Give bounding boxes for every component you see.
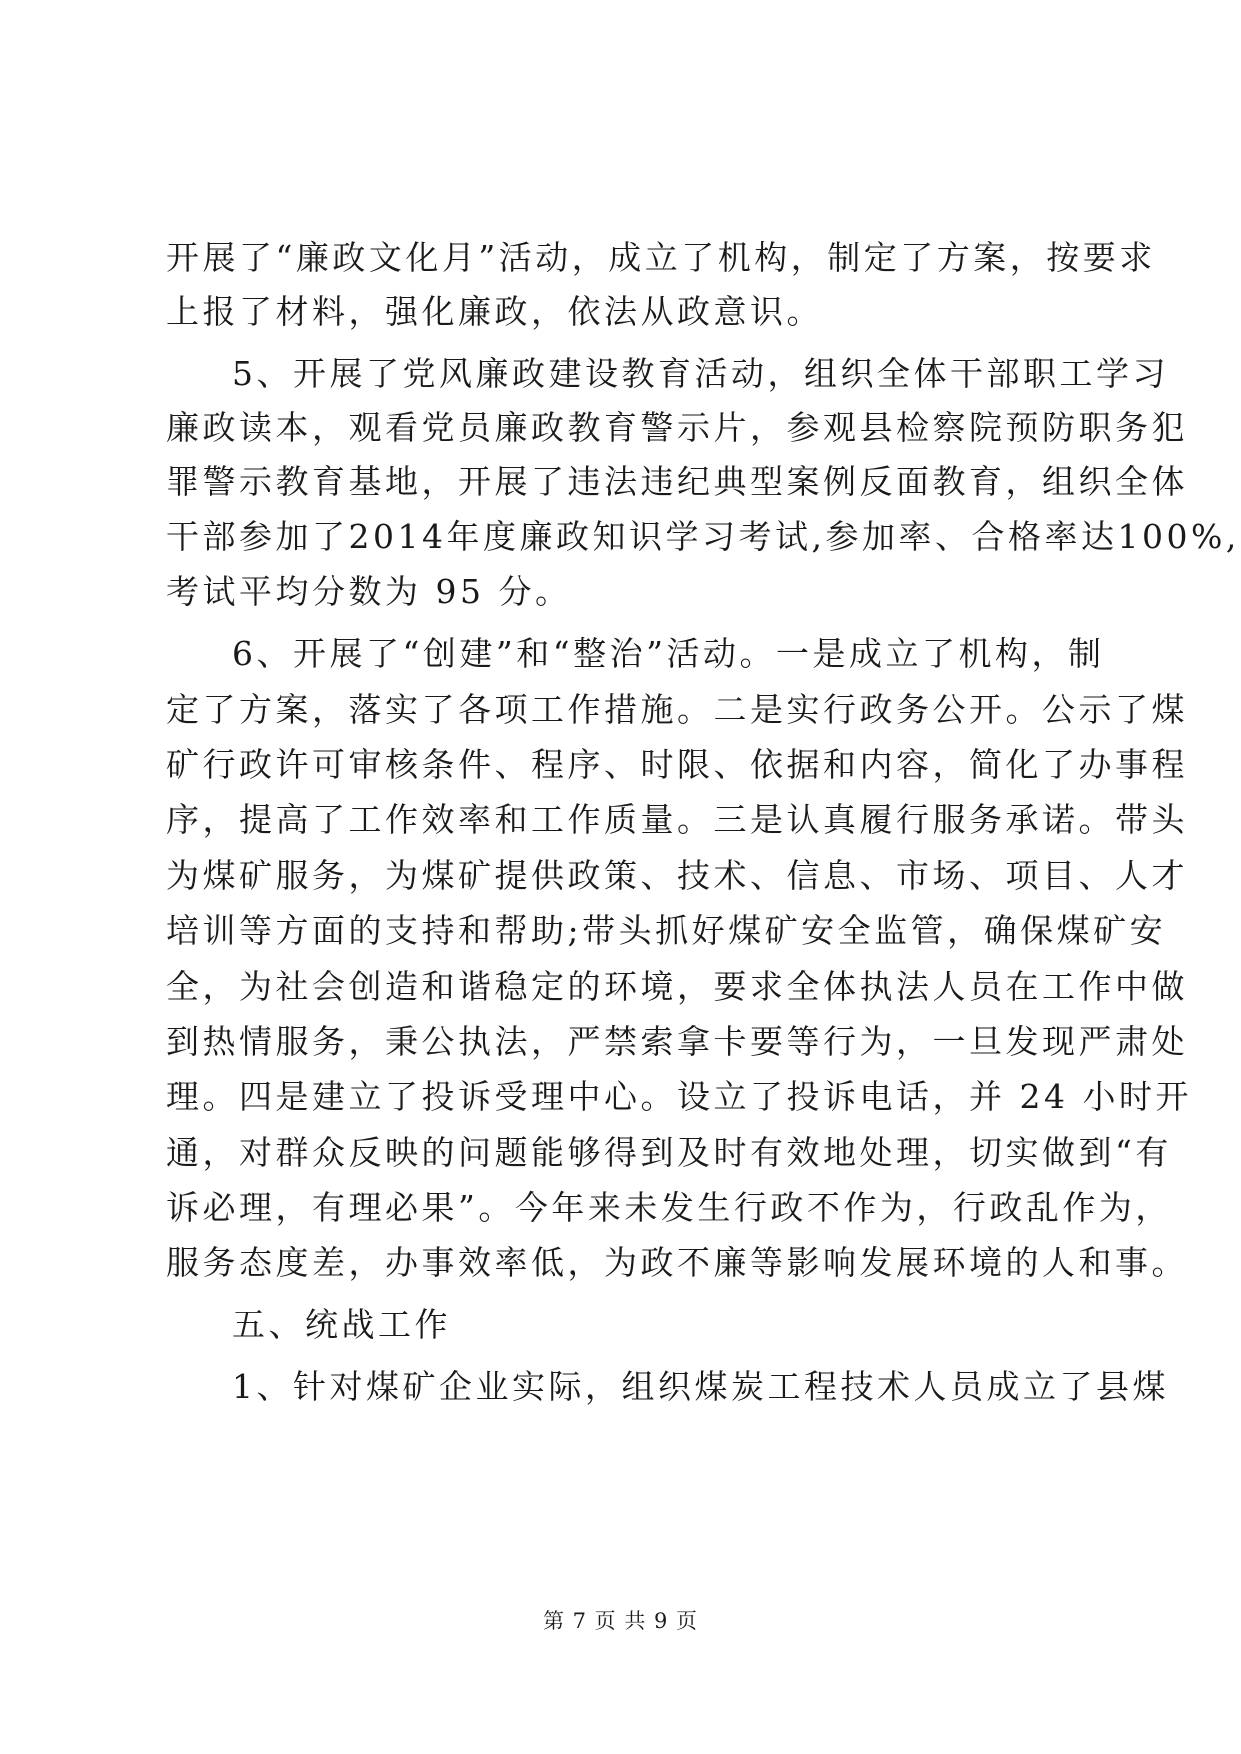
text-line: 为煤矿服务，为煤矿提供政策、技术、信息、市场、项目、人才	[166, 856, 1188, 895]
text-line: 6、开展了“创建”和“整治”活动。一是成立了机构，制	[232, 634, 1105, 673]
text-line: 定了方案，落实了各项工作措施。二是实行政务公开。公示了煤	[166, 690, 1188, 729]
text-line: 罪警示教育基地，开展了违法违纪典型案例反面教育，组织全体	[166, 462, 1188, 501]
text-line: 通，对群众反映的问题能够得到及时有效地处理，切实做到“有	[166, 1133, 1172, 1172]
text-line: 上报了材料，强化廉政，依法从政意识。	[166, 292, 823, 331]
text-line: 序，提高了工作效率和工作质量。三是认真履行服务承诺。带头	[166, 800, 1188, 839]
text-line: 廉政读本，观看党员廉政教育警示片，参观县检察院预防职务犯	[166, 408, 1188, 447]
section-heading: 五、统战工作	[232, 1305, 451, 1344]
text-line: 到热情服务，秉公执法，严禁索拿卡要等行为，一旦发现严肃处	[166, 1022, 1188, 1061]
text-line: 理。四是建立了投诉受理中心。设立了投诉电话，并 24 小时开	[166, 1077, 1192, 1116]
text-line: 矿行政许可审核条件、程序、时限、依据和内容，简化了办事程	[166, 745, 1188, 784]
text-line: 培训等方面的支持和帮助;带头抓好煤矿安全监管，确保煤矿安	[166, 911, 1167, 950]
text-line: 1、针对煤矿企业实际，组织煤炭工程技术人员成立了县煤	[232, 1367, 1169, 1406]
page-number: 第 7 页 共 9 页	[542, 1609, 699, 1633]
text-line: 干部参加了2014年度廉政知识学习考试,参加率、合格率达100%,	[166, 517, 1240, 556]
text-line: 开展了“廉政文化月”活动，成立了机构，制定了方案，按要求	[166, 238, 1156, 277]
text-line: 5、开展了党风廉政建设教育活动，组织全体干部职工学习	[232, 354, 1169, 393]
text-line: 全，为社会创造和谐稳定的环境，要求全体执法人员在工作中做	[166, 967, 1188, 1006]
text-line: 诉必理，有理必果”。今年来未发生行政不作为，行政乱作为，	[166, 1188, 1172, 1227]
text-line: 考试平均分数为 95 分。	[166, 572, 572, 611]
text-line: 服务态度差，办事效率低，为政不廉等影响发展环境的人和事。	[166, 1243, 1188, 1282]
